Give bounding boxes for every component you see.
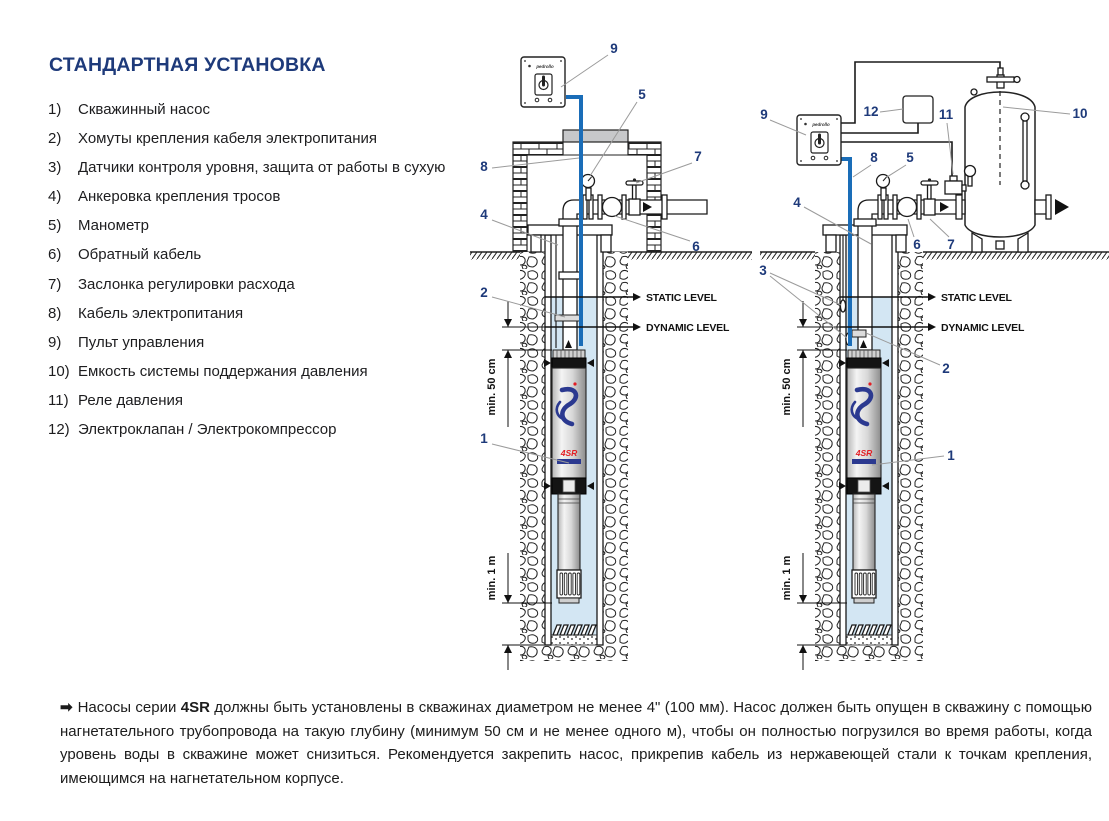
gate-valve (921, 178, 938, 215)
pipe-flange-collar (854, 219, 876, 226)
callout-12: 12 (863, 104, 879, 119)
diagram-well-tank (759, 62, 1109, 670)
cable-clamp (852, 330, 866, 337)
legend-item: 11) Реле давления (48, 391, 184, 409)
callout-1: 1 (947, 448, 955, 463)
cable-clamp (555, 315, 580, 321)
check-valve (603, 198, 622, 217)
pit-top-left (513, 142, 563, 155)
legend-item: 7) Заслонка регулировки расхода (48, 275, 295, 293)
tank-drain (996, 241, 1004, 249)
callout-9: 9 (610, 41, 618, 56)
callout-8: 8 (480, 159, 488, 174)
callout-11: 11 (938, 107, 954, 122)
callout-2: 2 (942, 361, 950, 376)
note-arrow-icon: ➡ (60, 699, 73, 716)
legend-item: 12) Электроклапан / Электрокомпрессор (48, 421, 337, 439)
tank-leg (1018, 233, 1028, 252)
tank-outlet (1035, 195, 1069, 219)
ground-right-diagram (760, 252, 1109, 260)
diagram-well-pit (470, 41, 752, 670)
callout-3: 3 (759, 263, 767, 278)
callout-6: 6 (913, 237, 921, 252)
callout-8: 8 (870, 150, 878, 165)
installation-note (60, 696, 1092, 790)
wire-to-box (840, 123, 918, 133)
check-valve (898, 198, 917, 217)
pipe-joint (559, 272, 581, 279)
pit-top-right (628, 142, 661, 155)
callout-7: 7 (947, 237, 955, 252)
pit-wall-left (513, 155, 527, 252)
callout-5: 5 (906, 150, 914, 165)
tank-port-top (971, 89, 977, 95)
note-text-1: Насосы серии (77, 699, 181, 716)
legend-item: 5) Манометр (48, 217, 150, 235)
page-title: СТАНДАРТНАЯ УСТАНОВКА (49, 54, 326, 76)
legend-item: 2) Хомуты крепления кабеля электропитания (48, 130, 377, 148)
legend-item: 8) Кабель электропитания (48, 304, 244, 322)
callout-5: 5 (638, 87, 646, 102)
callout-10: 10 (1072, 106, 1088, 121)
tank-top-fitting (987, 68, 1020, 88)
tank-inlet-flange (956, 195, 962, 219)
callout-1: 1 (480, 431, 488, 446)
outlet-flange (662, 195, 667, 219)
legend-item: 10) Емкость системы поддержания давления (48, 362, 368, 380)
outflow-arrow (1055, 199, 1069, 215)
callout-9: 9 (760, 107, 768, 122)
legend-list (48, 101, 468, 450)
pressure-tank (965, 68, 1070, 252)
legend-item: 3) Датчики контроля уровня, защита от работы в сухую (48, 159, 446, 177)
legend-item: 9) Пульт управления (48, 333, 205, 351)
callout-2: 2 (480, 285, 488, 300)
note-text-2: должны быть установлены в скважинах диаметром не менее 4" (100 мм). Насос должен быть опущен в скважину с помощью нагнетательного трубопровода на такую глубину (минимум 50 см и не менее одного м), чтобы он полностью погрузился во время работы, когда уровень воды в скважине может снизиться. Рекомендуется закрепить насос, прикрепив кабель из нержавеющей стали к точкам крепления, имеющимся на нагнетательном корпусе. (60, 699, 1092, 787)
installation-diagrams (462, 35, 1109, 670)
legend-item: 4) Анкеровка крепления тросов (48, 188, 281, 206)
callout-4: 4 (793, 195, 801, 210)
callout-4: 4 (480, 207, 488, 222)
pressure-switch (945, 176, 966, 194)
electro-valve-box (903, 96, 933, 123)
diagram-svg: pedrollo 9 5 7 6 8 4 2 1 9 12 11 10 8 5 4 6 7 3 2 1 (462, 35, 1109, 670)
pipe-flange-collar (559, 219, 581, 226)
note-pump-series: 4SR (180, 699, 210, 716)
legend-item: 1) Скважинный насос (48, 101, 210, 118)
callout-7: 7 (694, 149, 702, 164)
legend-item: 6) Обратный кабель (48, 246, 202, 264)
callout-6: 6 (692, 239, 700, 254)
tank-leg (972, 233, 982, 252)
